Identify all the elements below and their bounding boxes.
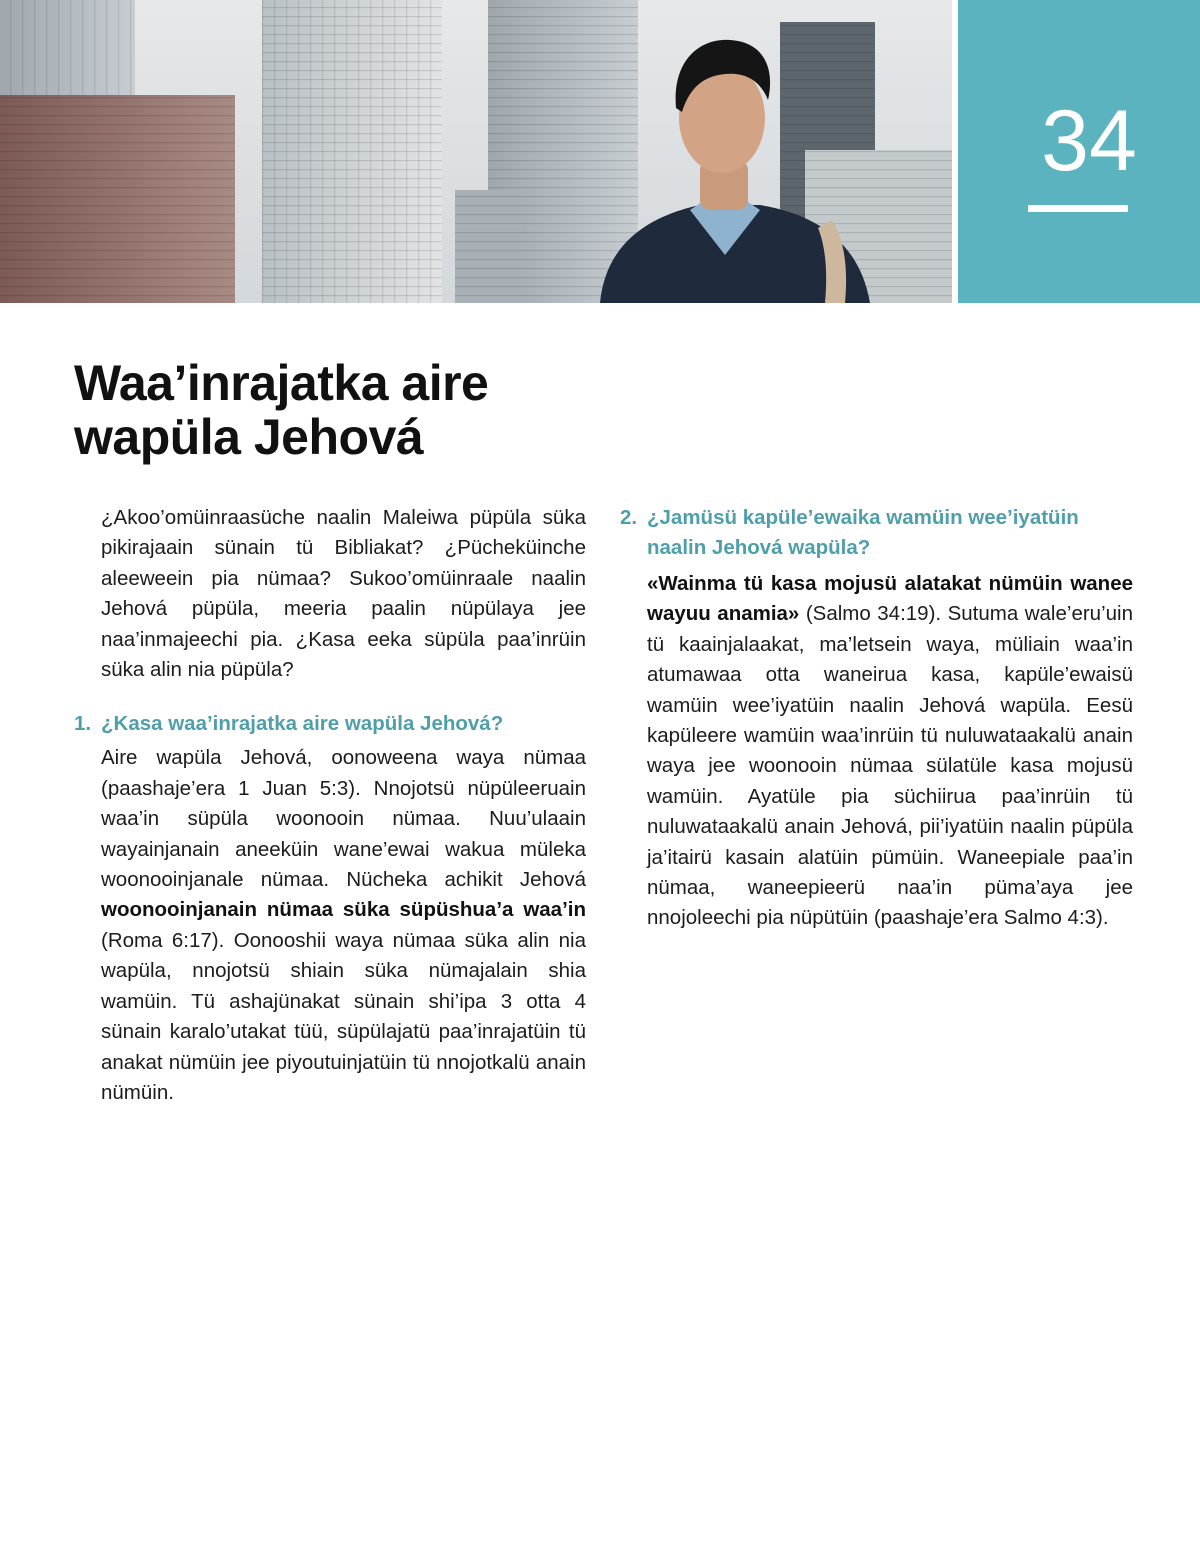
right-column xyxy=(620,503,1133,934)
answer-1-text-a: Aire wapüla Jehová, oonoweena waya nümaa (paashaje’era 1 Juan 5:3). Nnojotsü nüpüleeruain waa’in süpüla woonooin nümaa. Nuu’ulaain wayainjanain aneeküin wane’ewai wakua müleka woonooinjanale nümaa. Nücheka achikit Jehová xyxy=(101,746,586,892)
question-1-number: 1. xyxy=(74,712,92,736)
answer-2-bold-quote: «Wainma tü kasa mojusü alatakat nümüin wanee wayuu anamia» xyxy=(647,572,1133,626)
lesson-number-box xyxy=(958,0,1200,303)
answer-2-paragraph xyxy=(620,569,1133,934)
question-1-text: ¿Kasa waa’inrajatka aire wapüla Jehová? xyxy=(101,712,504,736)
page-title-line-1: Waa’inrajatka aire xyxy=(74,355,489,411)
question-1-heading xyxy=(74,709,586,739)
lesson-number-underline xyxy=(1028,205,1128,212)
answer-1-text-b: (Roma 6:17). Oonooshii waya nümaa süka alin nia wapüla, nnojotsü shiain süka nümajalain shia wamüin. Tü ashajünakat sünain shi’ipa 3 otta 4 sünain karalo’utakat tüü, süpülajatü paa’inrajatüin tü anakat nümüin jee piyoutuinjatüin tü nnojotkalü anain nümüin. xyxy=(101,928,586,1104)
page-title xyxy=(74,356,614,464)
left-column xyxy=(74,503,586,1108)
answer-1-bold: woonooinjanain nümaa süka süpüshua’a waa’in xyxy=(101,898,586,922)
answer-1-paragraph xyxy=(74,743,586,1108)
lesson-number: 34 xyxy=(1041,93,1137,189)
answer-2-text: (Salmo 34:19). Sutuma wale’eru’uin tü kaainjalaakat, ma’letsein waya, müliain waa’in atumawaa otta waneirua kasa, kapüle’ewaisü wamüin wee’iyatüin naalin Jehová wapüla. Eesü kapüleere wamüin waa’inrüin tü nuluwataakalü anain waya jee woonooin nümaa sülatüle kasa mojusü wamüin. Ayatüle pia süchiirua paa’inrüin tü nuluwataakalü anain Jehová, pii’iyatüin naalin püpüla ja’itairü kasain alatüin pümüin. Waneepiale paa’in nümaa, waneepieerü naa’in püma’aya jee nnojoleechi pia nüpütüin (paashaje’era Salmo 4:3). xyxy=(647,602,1133,930)
question-2-text: ¿Jamüsü kapüle’ewaika wamüin wee’iyatüin naalin Jehová wapüla? xyxy=(647,506,1079,559)
page-title-line-2: wapüla Jehová xyxy=(74,409,424,465)
header-photo xyxy=(0,0,952,303)
intro-paragraph: ¿Akoo’omüinraasüche naalin Maleiwa püpüla süka pikirajaain sünain tü Bibliakat? ¿Pücheküinche aleeweein pia nümaa? Sukoo’omüinraale naalin Jehová püpüla, meeria paalin nüpülaya jee naa’inmajeechi pia. ¿Kasa eeka süpüla paa’inrüin süka alin nia püpüla? xyxy=(101,506,586,682)
question-2-heading xyxy=(620,503,1133,563)
question-2-number: 2. xyxy=(620,506,638,529)
city-skyline-illustration xyxy=(0,0,952,303)
